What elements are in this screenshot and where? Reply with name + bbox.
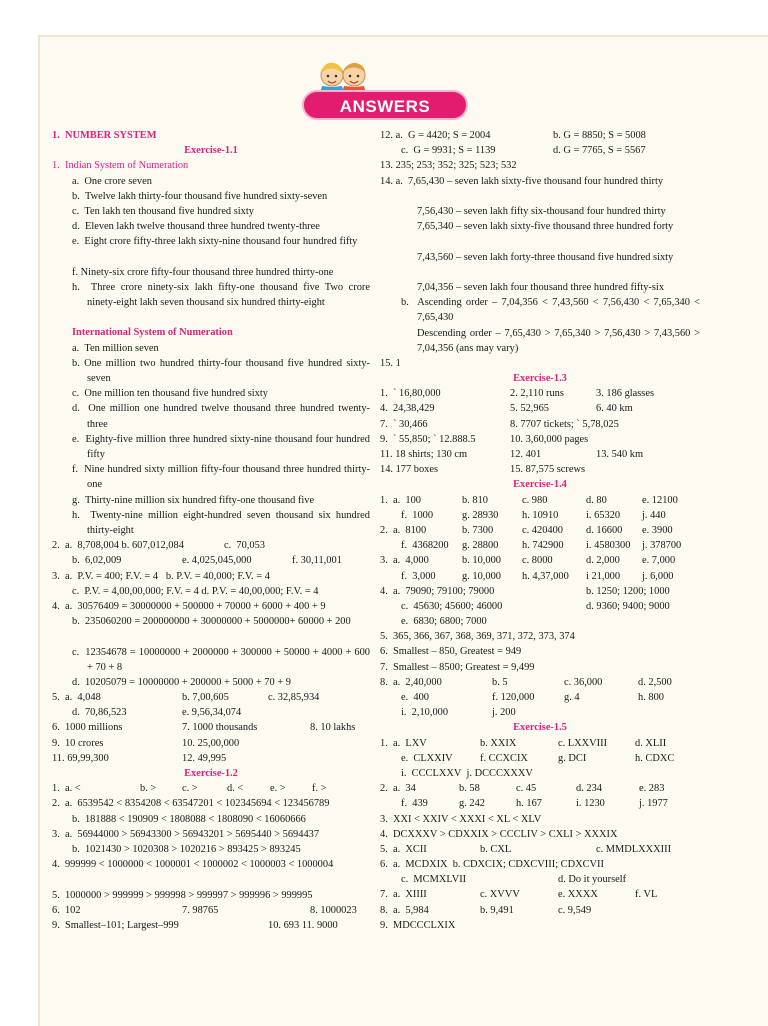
- answer-cell: 7. ` 30,466: [380, 418, 428, 430]
- answers-header: [302, 59, 472, 123]
- answer-cell: e. 3900: [642, 524, 673, 536]
- answer-cell: h. 167: [516, 798, 542, 810]
- exercise-heading: Exercise-1.5: [513, 722, 567, 734]
- answer-line: i. CCCLXXV j. DCCCXXXV: [401, 767, 533, 779]
- answer-row: [380, 887, 700, 902]
- answer-cell: 8. 1000023: [310, 904, 357, 916]
- answer-cell: j. 378700: [642, 540, 682, 552]
- answer-line: 3. XXI < XXIV < XXXI < XL < XLV: [380, 813, 542, 825]
- answer-row: [380, 523, 700, 538]
- answer-cell: 8. 7707 tickets; ` 5,78,025: [510, 418, 619, 430]
- answer-line: 5. 1000000 > 999999 > 999998 > 999997 > 999996 > 999995: [52, 889, 313, 901]
- answer-line: 9. MDCCCLXIX: [380, 919, 456, 931]
- answer-cell: 2. a. 34: [380, 783, 416, 795]
- answer-line: 3. a. P.V. = 400; F.V. = 4 b. P.V. = 40,000; F.V. = 4: [52, 570, 270, 582]
- answer-cell: c. G = 9931; S = 1139: [401, 145, 496, 157]
- answer-cell: 9. 10 crores: [52, 737, 104, 749]
- answer-line: 13. 235; 253; 352; 325; 523; 532: [380, 160, 517, 172]
- answer-cell: 15. 87,575 screws: [510, 464, 586, 476]
- kids-illustration: [312, 59, 372, 93]
- answer-row: [380, 417, 700, 432]
- answer-row: [380, 432, 700, 447]
- answer-line: b. 181888 < 190909 < 1808088 < 1808090 < 16060666: [72, 813, 306, 825]
- answer-line: f. Nine hundred sixty million fifty-four thousand three hundred thirty-one: [72, 464, 370, 491]
- answer-cell: 1. a. 100: [380, 494, 421, 506]
- answer-row: [380, 796, 700, 811]
- answer-cell: 10. 25,00,000: [182, 737, 240, 749]
- answer-line: a. One crore seven: [72, 175, 152, 187]
- answer-cell: e. 283: [639, 783, 665, 795]
- answer-cell: f. 1000: [401, 509, 434, 521]
- answers-banner: ANSWERS: [302, 90, 468, 120]
- answer-line: b. Twelve lakh thirty-four thousand five hundred sixty-seven: [72, 190, 328, 202]
- answer-line: 4. DCXXXV > CDXXIX > CCCLIV > CXLI > XXXIX: [380, 828, 618, 840]
- answer-row: [52, 538, 370, 553]
- answer-line: d. One million one hundred twelve thousand three hundred twenty-three: [72, 403, 370, 430]
- answer-cell: 6. 40 km: [596, 403, 633, 415]
- answer-cell: c. 45630; 45600; 46000: [401, 600, 503, 612]
- answer-row: [380, 553, 700, 568]
- answer-cell: g. DCI: [558, 752, 587, 764]
- answer-cell: 5. 52,965: [510, 403, 549, 415]
- exercise-heading: Exercise-1.4: [513, 479, 567, 491]
- answer-cell: 7. 1000 thousands: [182, 722, 258, 734]
- answer-cell: b. 810: [462, 494, 488, 506]
- answer-cell: 3. 186 glasses: [596, 388, 655, 400]
- answer-row: [380, 705, 700, 720]
- answer-cell: c. 8000: [522, 555, 553, 567]
- answer-line: 15. 1: [380, 357, 401, 369]
- answer-line: 3. a. 56944000 > 56943300 > 56943201 > 5695440 > 5694437: [52, 828, 320, 840]
- answer-line: 4. a. 30576409 = 30000000 + 500000 + 70000 + 6000 + 400 + 9: [52, 600, 326, 612]
- answer-line: 2. a. 6539542 < 8354208 < 63547201 < 102345694 < 123456789: [52, 798, 330, 810]
- answer-row: [380, 781, 700, 796]
- answer-cell: h. 800: [638, 692, 664, 704]
- answer-cell: g. 28930: [462, 509, 499, 521]
- answer-line: 6. Smallest – 850, Greatest = 949: [380, 646, 522, 658]
- answer-line: e. Eighty-five million three hundred sixty-nine thousand four hundred fifty: [72, 433, 370, 461]
- exercise-heading: Exercise-1.1: [184, 145, 238, 157]
- answer-line: 7,43,560 – seven lakh forty-three thousand five hundred sixty: [417, 251, 674, 263]
- answer-cell: f. VL: [635, 889, 658, 901]
- answer-cell: 12. a. G = 4420; S = 2004: [380, 130, 491, 141]
- answer-cell: 12. 49,995: [182, 752, 227, 764]
- answer-cell: 2. a. 8,708,004 b. 607,012,084: [52, 540, 184, 552]
- answer-cell: c. 45: [516, 783, 537, 795]
- answer-cell: 4. 24,38,429: [380, 403, 435, 415]
- answer-cell: j. 440: [642, 509, 666, 521]
- answer-line: 7,65,340 – seven lakh sixty-five thousand three hundred forty: [417, 221, 674, 233]
- answer-cell: 14. 177 boxes: [380, 464, 439, 476]
- answer-cell: h. CDXC: [635, 752, 675, 764]
- answer-line: g. Thirty-nine million six hundred fifty-one thousand five: [72, 494, 315, 506]
- answer-row: [52, 751, 370, 766]
- answer-cell: d. 80: [586, 494, 607, 506]
- answer-row: [380, 903, 700, 918]
- answer-row: [380, 508, 700, 523]
- section-heading: International System of Numeration: [72, 327, 233, 339]
- answer-row: [52, 736, 370, 751]
- answer-row: [380, 857, 700, 872]
- answer-cell: 1. a. <: [52, 783, 81, 795]
- answer-line: e. Eight crore fifty-three lakh sixty-nine thousand four hundred fifty: [72, 236, 358, 248]
- answer-line: c. P.V. = 4,00,00,000; F.V. = 4 d. P.V. = 40,00,000; F.V. = 4: [72, 585, 319, 597]
- answer-cell: b. XXIX: [480, 737, 517, 749]
- answer-cell: f. 4368200: [401, 540, 449, 552]
- answer-row: [380, 386, 700, 401]
- answer-line: 4. 999999 < 1000000 < 1000001 < 1000002 < 1000003 < 1000004: [52, 859, 334, 871]
- answer-row: [380, 538, 700, 553]
- answer-cell: i. 65320: [586, 509, 621, 521]
- answer-cell: f. >: [312, 783, 327, 795]
- answer-cell: e. 400: [401, 692, 429, 704]
- answer-line: b. 1021430 > 1020308 > 1020216 > 893425 > 893245: [72, 843, 301, 855]
- answer-cell: e. 7,000: [642, 555, 676, 567]
- answer-cell: 2. a. 8100: [380, 524, 427, 536]
- answer-cell: 10. 693 11. 9000: [268, 919, 338, 931]
- answer-line: d. Eleven lakh twelve thousand three hundred twenty-three: [72, 221, 320, 233]
- answer-cell: 5. a. XCII: [380, 843, 427, 855]
- answer-cell: b. 58: [459, 783, 480, 795]
- answer-cell: 8. a. 2,40,000: [380, 676, 442, 688]
- answer-cell: j. 200: [492, 707, 516, 719]
- answer-cell: b. 7300: [462, 524, 494, 536]
- answer-line: 5. 365, 366, 367, 368, 369, 371, 372, 373, 374: [380, 631, 575, 643]
- chapter-title: 1. NUMBER SYSTEM: [52, 130, 157, 141]
- answer-cell: c. 70,053: [224, 540, 265, 552]
- answer-cell: d. G = 7765, S = 5567: [553, 145, 646, 157]
- answer-row: [380, 569, 700, 584]
- answer-cell: d. 2,000: [586, 555, 620, 567]
- answer-line: c. One million ten thousand five hundred sixty: [72, 388, 268, 400]
- answer-cell: 6. 102: [52, 904, 81, 916]
- answer-cell: 11. 18 shirts; 130 cm: [380, 449, 468, 461]
- answer-cell: 5. a. 4,048: [52, 692, 101, 704]
- answer-cell: 12. 401: [510, 449, 542, 461]
- answer-line: c. Ten lakh ten thousand five hundred sixty: [72, 205, 254, 217]
- answer-line: 7,56,430 – seven lakh fifty six-thousand four hundred thirty: [417, 205, 666, 217]
- answer-line: b. 235060200 = 200000000 + 30000000 + 5000000+ 60000 + 200: [72, 616, 351, 628]
- answer-cell: 3. a. 4,000: [380, 555, 429, 567]
- answer-cell: 6. a. MCDXIX b. CDXCIX; CDXCVIII; CDXCVII: [380, 859, 604, 871]
- answer-cell: 9. Smallest–101; Largest–999: [52, 919, 179, 931]
- answer-cell: c. XVVV: [480, 889, 520, 901]
- answer-cell: c. MCMXLVII: [401, 874, 467, 886]
- answer-cell: 13. 540 km: [596, 449, 644, 461]
- question-heading: 1. Indian System of Numeration: [52, 160, 189, 172]
- answer-cell: 10. 3,60,000 pages: [510, 433, 589, 445]
- answer-cell: f. 3,000: [401, 570, 436, 582]
- answer-cell: f. 439: [401, 798, 428, 810]
- answer-cell: b. 5: [492, 676, 508, 688]
- answer-line: a. Ten million seven: [72, 342, 159, 354]
- answer-cell: i 21,000: [586, 570, 621, 582]
- answer-cell: b. 6,02,009: [72, 555, 122, 567]
- answer-cell: d. 16600: [586, 524, 623, 536]
- answer-row: [52, 903, 370, 918]
- answer-cell: h. 742900: [522, 540, 564, 552]
- answer-line: 7. Smallest – 8500; Greatest = 9,499: [380, 661, 535, 673]
- answer-row: [52, 720, 370, 735]
- answer-cell: g. 4: [564, 692, 580, 704]
- answer-cell: j. 1977: [639, 798, 668, 810]
- answer-cell: e. 9,56,34,074: [182, 707, 242, 719]
- answer-line: f. Ninety-six crore fifty-four thousand three hundred thirty-one: [72, 266, 334, 278]
- answer-line: 14. a. 7,65,430 – seven lakh sixty-five thousand four hundred thirty: [380, 175, 664, 187]
- answer-row: [380, 842, 700, 857]
- answer-cell: 1. ` 16,80,000: [380, 388, 441, 400]
- answer-line: h. Three crore ninety-six lakh fifty-one thousand five Two crore ninety-eight lakh seven thousand six hundred thirty-eight: [72, 281, 370, 309]
- answer-line: 7,04,356 – seven lakh four thousand three hundred fifty-six: [417, 281, 665, 293]
- exercise-heading: Exercise-1.2: [184, 768, 238, 780]
- exercise-heading: Exercise-1.3: [513, 373, 567, 385]
- answer-cell: c. 9,549: [558, 904, 592, 916]
- answer-cell: d. 2,500: [638, 676, 672, 688]
- answer-cell: i. 2,10,000: [401, 707, 449, 719]
- answer-row: [380, 690, 700, 705]
- answer-cell: i. 1230: [576, 798, 605, 810]
- answer-cell: b. 7,00,605: [182, 692, 229, 704]
- answer-line: b. Ascending order – 7,04,356 < 7,43,560 < 7,56,430 < 7,65,340 < 7,65,430: [401, 297, 700, 324]
- answer-cell: b. 10,000: [462, 555, 501, 567]
- answer-line: d. 10205079 = 10000000 + 200000 + 5000 + 70 + 9: [72, 676, 291, 688]
- answer-cell: 8. a. 5,984: [380, 904, 429, 916]
- left-column: [52, 128, 370, 933]
- answer-cell: d. 9360; 9400; 9000: [586, 600, 670, 612]
- answer-row: [380, 675, 700, 690]
- answer-cell: 9. ` 55,850; ` 12.888.5: [380, 433, 476, 445]
- answer-cell: e. 12100: [642, 494, 678, 506]
- answer-row: [52, 690, 370, 705]
- answer-row: [380, 143, 700, 158]
- answer-cell: c. MMDLXXXIII: [596, 843, 672, 855]
- answer-cell: f. 30,11,001: [292, 555, 342, 567]
- answer-cell: c. 32,85,934: [268, 692, 320, 704]
- answer-row: [380, 462, 700, 477]
- answer-cell: e. 4,025,045,000: [182, 555, 252, 567]
- answer-cell: g. 10,000: [462, 570, 501, 582]
- answer-row: [380, 736, 700, 751]
- answer-line: Descending order – 7,65,430 > 7,65,340 > 7,56,430 > 7,43,560 > 7,04,356 (ans may vary): [417, 327, 700, 354]
- answer-cell: 7. a. XIIII: [380, 889, 427, 901]
- answer-cell: b. CXL: [480, 843, 512, 855]
- answer-line: e. 6830; 6800; 7000: [401, 616, 487, 628]
- answer-cell: e. CLXXIV: [401, 752, 453, 764]
- answer-cell: f. CCXCIX: [480, 752, 528, 764]
- answer-line: c. 12354678 = 10000000 + 2000000 + 300000 + 50000 + 4000 + 600 + 70 + 8: [72, 646, 370, 673]
- answer-cell: c. >: [182, 783, 198, 795]
- answer-cell: d. 70,86,523: [72, 707, 127, 719]
- answer-cell: 7. 98765: [182, 904, 219, 916]
- answer-cell: b. G = 8850; S = 5008: [553, 130, 646, 141]
- answer-cell: c. 980: [522, 494, 548, 506]
- answer-cell: g. 28800: [462, 540, 499, 552]
- answer-row: [380, 493, 700, 508]
- answer-cell: e. >: [270, 783, 286, 795]
- answer-cell: d. Do it yourself: [558, 874, 627, 886]
- answer-row: [380, 401, 700, 416]
- right-column: [380, 128, 700, 933]
- answer-cell: 11. 69,99,300: [52, 752, 109, 764]
- answer-cell: i. 4580300: [586, 540, 631, 552]
- answer-row: [52, 781, 370, 796]
- answer-cell: g. 242: [459, 798, 485, 810]
- answer-cell: b. 9,491: [480, 904, 514, 916]
- answer-row: [380, 128, 700, 143]
- answer-row: [380, 599, 700, 614]
- answer-line: b. One million two hundred thirty-four thousand five hundred sixty-seven: [72, 357, 370, 385]
- answer-row: [380, 584, 700, 599]
- answer-cell: 4. a. 79090; 79100; 79000: [380, 585, 495, 597]
- answer-cell: c. LXXVIII: [558, 737, 608, 749]
- answer-cell: c. 420400: [522, 524, 563, 536]
- answer-line: h. Twenty-nine million eight-hundred seven thousand six hundred thirty-eight: [72, 509, 370, 536]
- answer-cell: d. XLII: [635, 737, 667, 749]
- answer-row: [52, 918, 370, 933]
- answer-cell: c. 36,000: [564, 676, 603, 688]
- answer-cell: h. 4,37,000: [522, 570, 569, 582]
- answer-cell: f. 120,000: [492, 692, 535, 704]
- answer-row: [380, 447, 700, 462]
- answer-cell: b. 1250; 1200; 1000: [586, 585, 670, 597]
- answer-cell: e. XXXX: [558, 889, 598, 901]
- answer-row: [52, 705, 370, 720]
- answer-row: [380, 872, 700, 887]
- answer-row: [380, 751, 700, 766]
- answer-cell: 8. 10 lakhs: [310, 722, 356, 734]
- answer-row: [52, 553, 370, 568]
- answer-cell: 2. 2,110 runs: [510, 388, 564, 400]
- answer-cell: d. 234: [576, 783, 602, 795]
- answer-cell: h. 10910: [522, 509, 559, 521]
- answer-cell: 1. a. LXV: [380, 737, 427, 749]
- answer-cell: b. >: [140, 783, 157, 795]
- answer-cell: j. 6,000: [642, 570, 674, 582]
- answer-cell: d. <: [227, 783, 244, 795]
- answer-cell: 6. 1000 millions: [52, 722, 123, 734]
